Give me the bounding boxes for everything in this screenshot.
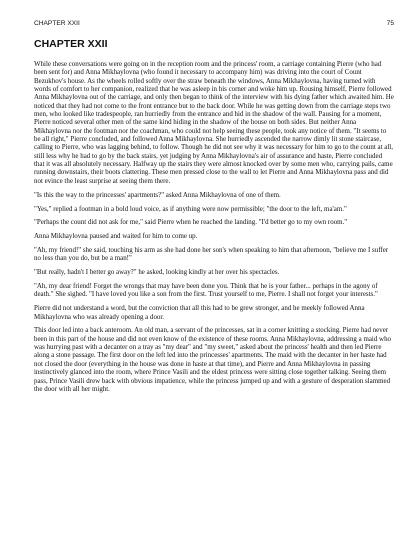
- paragraph: While these conversations were going on in the reception room and the princess' room, a carriage containing Pierre (who had been sent for) and Anna Mikhaylovna (who found it necessary to accompany him) was driving into the court of Count Bezukhov's house. As the wheels rolled softly over the straw beneath the windows, Anna Mikhaylovna, having turned with words of comfort to her companion, realized that he was asleep in his corner and woke him up. Rousing himself, Pierre followed Anna Mikhaylovna out of the carriage, and only then began to think of the interview with his dying father which awaited him. He noticed that they had not come to the front entrance but to the back door. While he was getting down from the carriage steps two men, who looked like tradespeople, ran hurriedly from the entrance and hid in the shadow of the wall. Pausing for a moment, Pierre noticed several other men of the same kind hiding in the shadow of the house on both sides. But neither Anna Mikhaylovna nor the footman nor the coachman, who could not help seeing these people, took any notice of them. "It seems to be all right," Pierre concluded, and followed Anna Mikhaylovna. She hurriedly ascended the narrow dimly lit stone staircase, calling to Pierre, who was lagging behind, to follow. Though he did not see why it was necessary for him to go to the count at all, still less why he had to go by the back stairs, yet judging by Anna Mikhaylovna's air of assurance and haste, Pierre concluded that it was all absolutely necessary. Halfway up the stairs they were almost knocked over by some men who, carrying pails, came running downstairs, their boots clattering. These men pressed close to the wall to let Pierre and Anna Mikhaylovna pass and did not evince the least surprise at seeing them there.: [34, 60, 394, 185]
- running-header: [34, 20, 394, 27]
- body-text: [34, 60, 394, 399]
- paragraph: "Yes," replied a footman in a bold loud voice, as if anything were now permissible; "the door to the left, ma'am.": [34, 204, 347, 213]
- running-chapter-title: CHAPTER XXII: [34, 20, 80, 27]
- paragraph: "Is this the way to the princesses' apartments?" asked Anna Mikhaylovna of one of them.: [34, 190, 281, 199]
- paragraph: "Ah, my dear friend! Forget the wrongs that may have been done you. Think that he is your father... perhaps in the agony of death." She sighed. "I have loved you like a son from the first. Trust yourself to me, Pierre. I shall not forget your interests.": [34, 282, 378, 299]
- page-number: 75: [386, 20, 394, 27]
- paragraph: Pierre did not understand a word, but the conviction that all this had to be grew stronger, and he meekly followed Anna Mikhaylovna who was already opening a door.: [34, 304, 365, 321]
- paragraph: Anna Mikhaylovna paused and waited for him to come up.: [34, 232, 198, 241]
- paragraph: This door led into a back anteroom. An old man, a servant of the princesses, sat in a corner knitting a stocking. Pierre had never been in this part of the house and did not even know of the existence of these rooms. Anna Mikhaylovna, addressing a maid who was hurrying past with a decanter on a tray as "my dear" and "my sweet," asked about the princess' health and then led Pierre along a stone passage. The first door on the left led into the princesses' apartments. The maid with the decanter in her haste had not closed the door (everything in the house was done in haste at that time), and Pierre and Anna Mikhaylovna in passing instinctively glanced into the room, where Prince Vasili and the eldest princess were sitting close together talking. Seeing them pass, Prince Vasili drew back with obvious impatience, while the princess jumped up and with a gesture of desperation slammed the door with all her might.: [34, 326, 392, 393]
- chapter-title: CHAPTER XXII: [34, 38, 108, 50]
- paragraph: "But really, hadn't I better go away?" he asked, looking kindly at her over his spectacles.: [34, 268, 280, 277]
- paragraph: "Ah, my friend!" she said, touching his arm as she had done her son's when speaking to him that afternoon, "believe me I suffer no less than you do, but be a man!": [34, 246, 389, 263]
- paragraph: "Perhaps the count did not ask for me," said Pierre when he reached the landing. "I'd better go to my own room.": [34, 218, 348, 227]
